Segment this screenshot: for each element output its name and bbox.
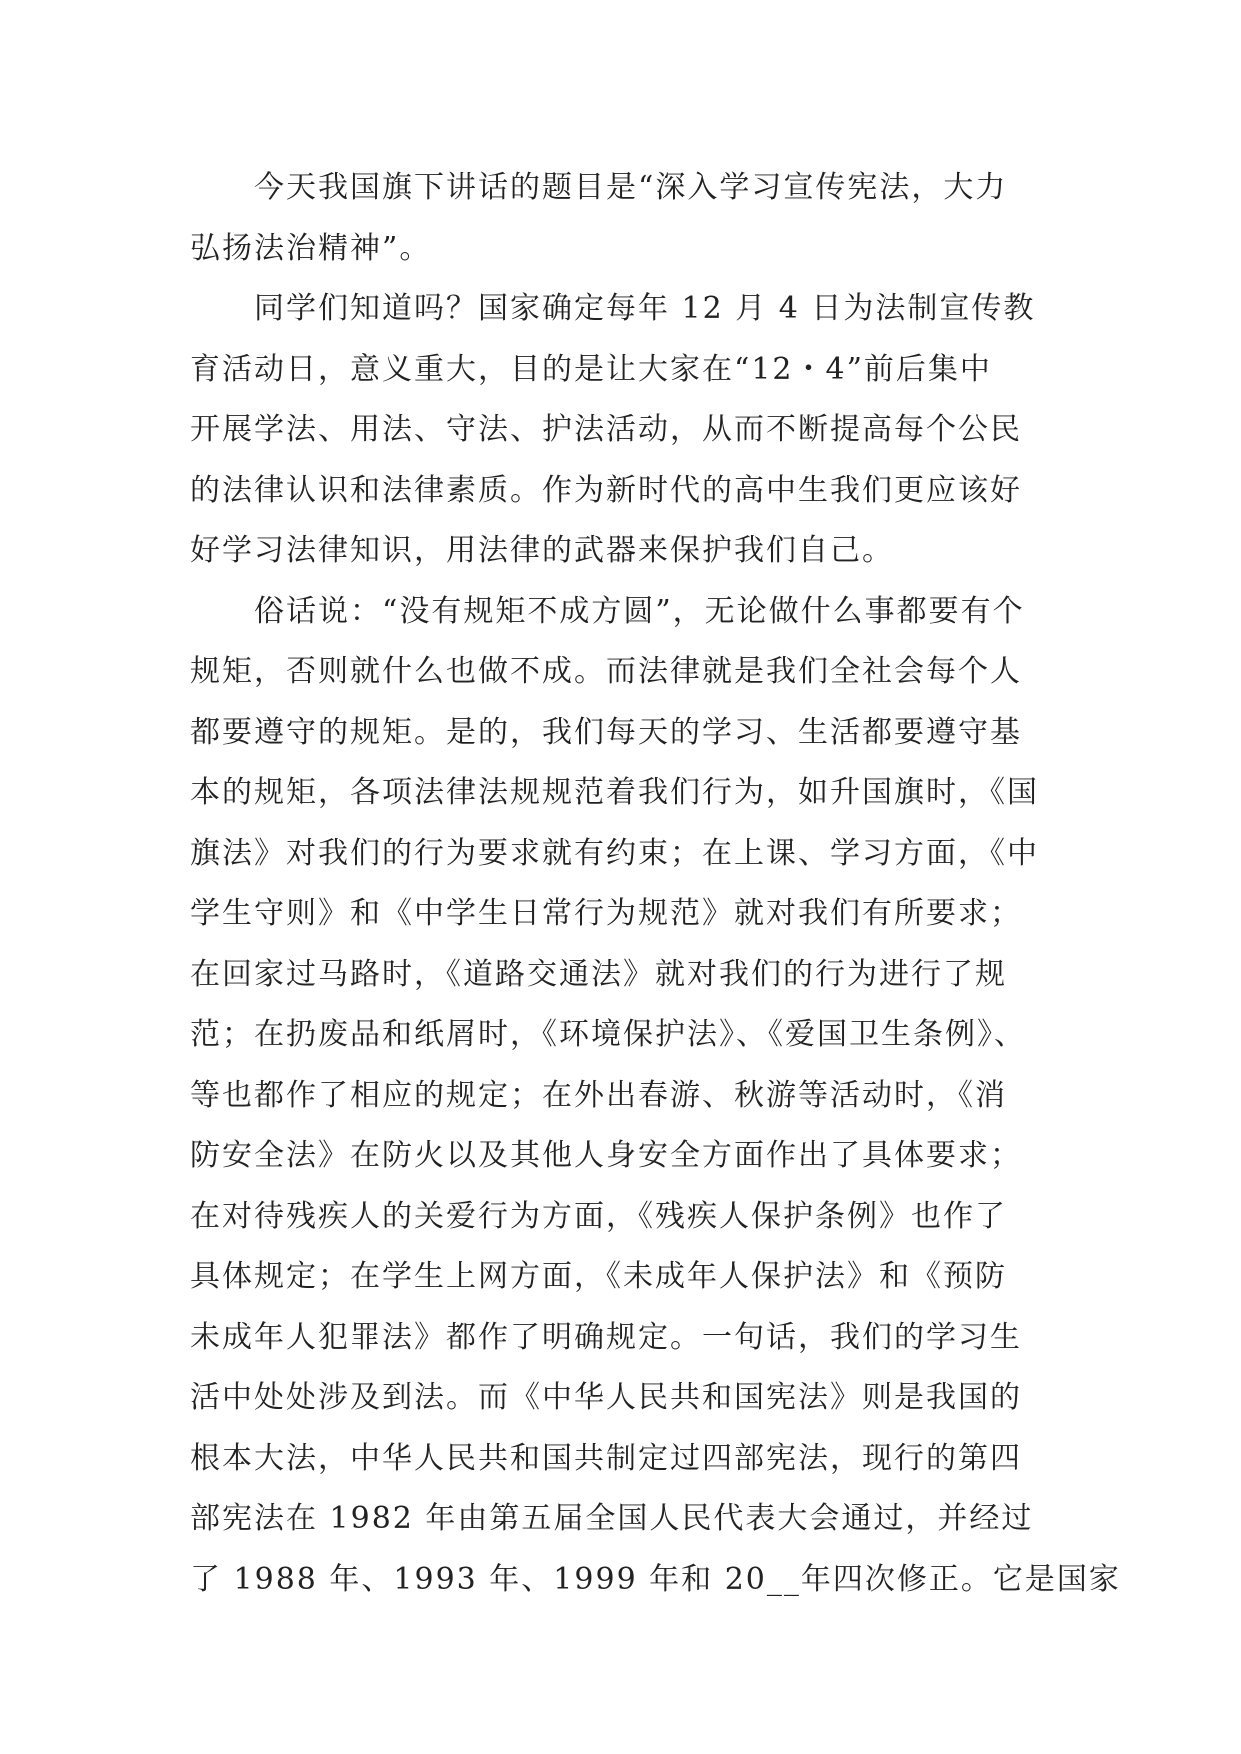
text-line: 的法律认识和法律素质。作为新时代的高中生我们更应该好 bbox=[190, 472, 1022, 508]
text-line: 学生守则》和《中学生日常行为规范》就对我们有所要求； bbox=[190, 896, 1022, 931]
text-line: 今天我国旗下讲话的题目是“深入学习宣传宪法，大力 bbox=[254, 170, 1008, 205]
text-line: 范；在扔废品和纸屑时，《环境保护法》、《爱国卫生条例》、 bbox=[190, 1017, 1026, 1052]
text-line: 规矩，否则就什么也做不成。而法律就是我们全社会每个人 bbox=[190, 654, 1022, 689]
text-line: 防安全法》在防火以及其他人身安全方面作出了具体要求； bbox=[190, 1138, 1022, 1173]
speech-text bbox=[190, 158, 1121, 1610]
paragraph-2 bbox=[190, 279, 1045, 582]
text-line: 未成年人犯罪法》都作了明确规定。一句话，我们的学习生 bbox=[190, 1319, 1022, 1355]
text-line: 都要遵守的规矩。是的，我们每天的学习、生活都要遵守基 bbox=[190, 714, 1022, 750]
text-line: 等也都作了相应的规定；在外出春游、秋游等活动时，《消 bbox=[190, 1077, 1007, 1113]
text-line: 旗法》对我们的行为要求就有约束；在上课、学习方面，《中 bbox=[190, 835, 1039, 871]
text-line: 好学习法律知识，用法律的武器来保护我们自己。 bbox=[190, 533, 894, 568]
text-line: 根本大法，中华人民共和国共制定过四部宪法，现行的第四 bbox=[190, 1440, 1022, 1476]
text-line: 弘扬法治精神”。 bbox=[190, 230, 432, 266]
text-line: 本的规矩，各项法律法规规范着我们行为，如升国旗时，《国 bbox=[190, 775, 1039, 810]
text-line: 了 1988 年、1993 年、1999 年和 20__年四次修正。它是国家 bbox=[190, 1561, 1121, 1597]
text-line: 在对待残疾人的关爱行为方面，《残疾人保护条例》也作了 bbox=[190, 1198, 1007, 1234]
text-line: 俗话说：“没有规矩不成方圆”，无论做什么事都要有个 bbox=[254, 593, 1025, 629]
paragraph-3 bbox=[190, 582, 1121, 1611]
text-line: 育活动日，意义重大，目的是让大家在“12・4”前后集中 bbox=[190, 351, 992, 387]
text-line: 活中处处涉及到法。而《中华人民共和国宪法》则是我国的 bbox=[190, 1380, 1022, 1415]
text-line: 在回家过马路时，《道路交通法》就对我们的行为进行了规 bbox=[190, 956, 1007, 992]
text-line: 部宪法在 1982 年由第五届全国人民代表大会通过，并经过 bbox=[190, 1501, 1034, 1536]
text-line: 同学们知道吗？国家确定每年 12 月 4 日为法制宣传教 bbox=[254, 291, 1036, 326]
paragraph-1 bbox=[190, 158, 1045, 279]
text-line: 具体规定；在学生上网方面，《未成年人保护法》和《预防 bbox=[190, 1259, 1007, 1294]
text-line: 开展学法、用法、守法、护法活动，从而不断提高每个公民 bbox=[190, 412, 1022, 447]
